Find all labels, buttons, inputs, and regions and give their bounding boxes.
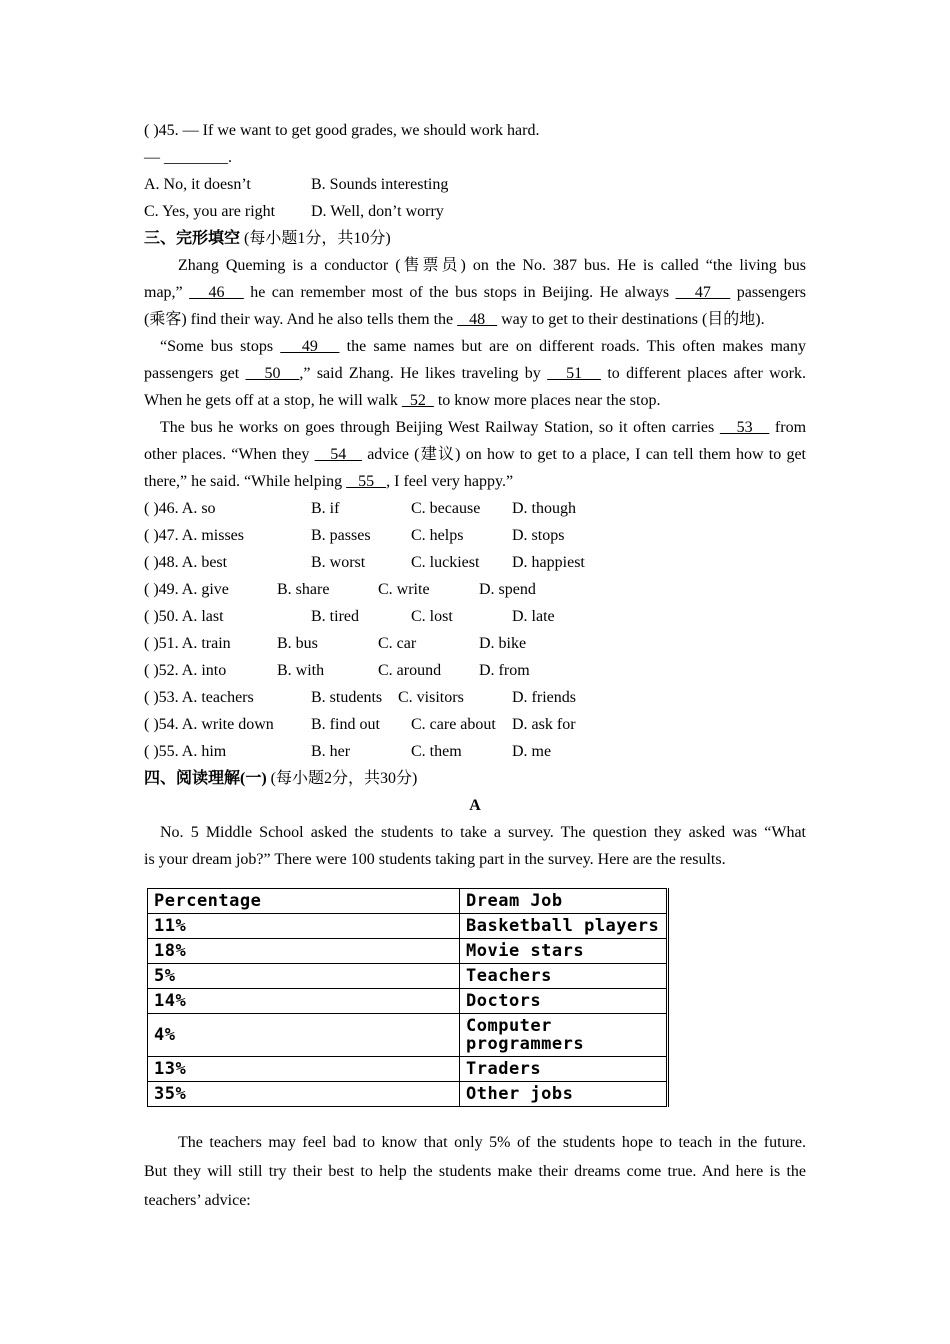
cell-job: Teachers bbox=[460, 964, 668, 989]
p3-line-1: The bus he works on goes through Beijing West Railway Station, so it often carries 53 from bbox=[160, 419, 807, 436]
blank-55: 55 bbox=[346, 473, 387, 490]
cell-job: Other jobs bbox=[460, 1082, 668, 1107]
p2-line-3: When he gets off at a stop, he will walk 52 to know more places near the stop. bbox=[144, 392, 661, 409]
cell-job: Traders bbox=[460, 1057, 668, 1082]
p2-line-1: “Some bus stops 49 the same names but are on different roads. This often makes many bbox=[160, 338, 807, 355]
question-52: ( )52. A. into B. with C. around D. from bbox=[144, 662, 530, 679]
section4-heading: 四、阅读理解(一) bbox=[144, 770, 267, 787]
q45-option-b: B. Sounds interesting bbox=[311, 176, 449, 193]
blank-51: 51 bbox=[547, 365, 602, 382]
blank-53: 53 bbox=[719, 419, 770, 436]
header-percentage: Percentage bbox=[148, 889, 460, 914]
table-row bbox=[148, 1057, 668, 1082]
intro-line-1: No. 5 Middle School asked the students to take a survey. The question they asked was “What bbox=[160, 824, 806, 841]
question-54: ( )54. A. write down B. find out C. care about D. ask for bbox=[144, 716, 576, 733]
blank-54: 54 bbox=[314, 446, 362, 463]
after-line-2: But they will still try their best to help the students make their dreams come true. And here is the bbox=[144, 1163, 806, 1180]
cell-percentage: 13% bbox=[148, 1057, 460, 1082]
cell-job: Doctors bbox=[460, 989, 668, 1014]
p3-line-2: other places. “When they 54 advice (建议) on how to get to a place, I can tell them how to get bbox=[144, 446, 807, 463]
table-row bbox=[148, 1014, 668, 1057]
survey-table bbox=[147, 888, 669, 1107]
p1-line-3: (乘客) find their way. And he also tells them the 48 way to get to their destinations (目的地). bbox=[144, 311, 765, 328]
q45-prompt: ( )45. — If we want to get good grades, we should work hard. bbox=[144, 122, 540, 139]
passage-label: A bbox=[469, 797, 481, 814]
cell-percentage: 14% bbox=[148, 989, 460, 1014]
section3-heading-line bbox=[144, 225, 806, 252]
blank-47: 47 bbox=[675, 284, 731, 301]
after-line-3: teachers’ advice: bbox=[144, 1192, 251, 1209]
cell-percentage: 11% bbox=[148, 914, 460, 939]
p3-line-3: there,” he said. “While helping 55 , I feel very happy.” bbox=[144, 473, 514, 490]
question-55: ( )55. A. him B. her C. them D. me bbox=[144, 743, 552, 760]
cell-percentage: 35% bbox=[148, 1082, 460, 1107]
blank-49: 49 bbox=[280, 338, 340, 355]
table-row bbox=[148, 989, 668, 1014]
exam-page bbox=[144, 117, 806, 873]
after-table-paragraph bbox=[144, 1128, 806, 1215]
section4-heading-line bbox=[144, 765, 806, 792]
q45-option-c: C. Yes, you are right bbox=[144, 203, 276, 220]
cell-job: Basketball players bbox=[460, 914, 668, 939]
blank-50: 50 bbox=[245, 365, 300, 382]
header-dream-job: Dream Job bbox=[460, 889, 668, 914]
blank-48: 48 bbox=[457, 311, 498, 328]
blank-46: 46 bbox=[189, 284, 244, 301]
section3-heading: 三、完形填空 bbox=[144, 230, 241, 247]
cell-job: Computer programmers bbox=[460, 1014, 668, 1057]
table-row bbox=[148, 914, 668, 939]
cell-percentage: 4% bbox=[148, 1014, 460, 1057]
question-51: ( )51. A. train B. bus C. car D. bike bbox=[144, 635, 527, 652]
p1-line-2: map,” 46 he can remember most of the bus stops in Beijing. He always 47 passengers bbox=[144, 284, 807, 301]
q45-options-row-2 bbox=[144, 198, 806, 225]
question-53: ( )53. A. teachers B. students C. visitors D. friends bbox=[144, 689, 576, 706]
question-50: ( )50. A. last B. tired C. lost D. late bbox=[144, 608, 555, 625]
cell-percentage: 18% bbox=[148, 939, 460, 964]
cell-job: Movie stars bbox=[460, 939, 668, 964]
q45-option-a: A. No, it doesn’t bbox=[144, 176, 251, 193]
question-49: ( )49. A. give B. share C. write D. spend bbox=[144, 581, 536, 598]
blank-52: 52 bbox=[401, 392, 434, 409]
table-row bbox=[148, 939, 668, 964]
question-46: ( )46. A. so B. if C. because D. though bbox=[144, 500, 576, 517]
p2-line-2: passengers get 50 ,” said Zhang. He likes traveling by 51 to different places after work. bbox=[144, 365, 807, 382]
intro-line-2: is your dream job?” There were 100 students taking part in the survey. Here are the results. bbox=[144, 851, 726, 868]
question-47: ( )47. A. misses B. passes C. helps D. stops bbox=[144, 527, 565, 544]
table-row bbox=[148, 964, 668, 989]
q45-options-row-1 bbox=[144, 171, 806, 198]
table-header-row bbox=[148, 889, 668, 914]
q45-option-d: D. Well, don’t worry bbox=[311, 203, 444, 220]
section3-note: (每小题1分，共10分) bbox=[240, 230, 391, 247]
table-row bbox=[148, 1082, 668, 1107]
cell-percentage: 5% bbox=[148, 964, 460, 989]
q45-reply: — ________. bbox=[144, 149, 232, 166]
question-48: ( )48. A. best B. worst C. luckiest D. happiest bbox=[144, 554, 585, 571]
after-line-1: The teachers may feel bad to know that only 5% of the students hope to teach in the future. bbox=[178, 1134, 806, 1151]
section4-note: (每小题2分，共30分) bbox=[266, 770, 418, 787]
p1-line-1: Zhang Queming is a conductor (售票员) on the No. 387 bus. He is called “the living bus bbox=[178, 257, 806, 274]
